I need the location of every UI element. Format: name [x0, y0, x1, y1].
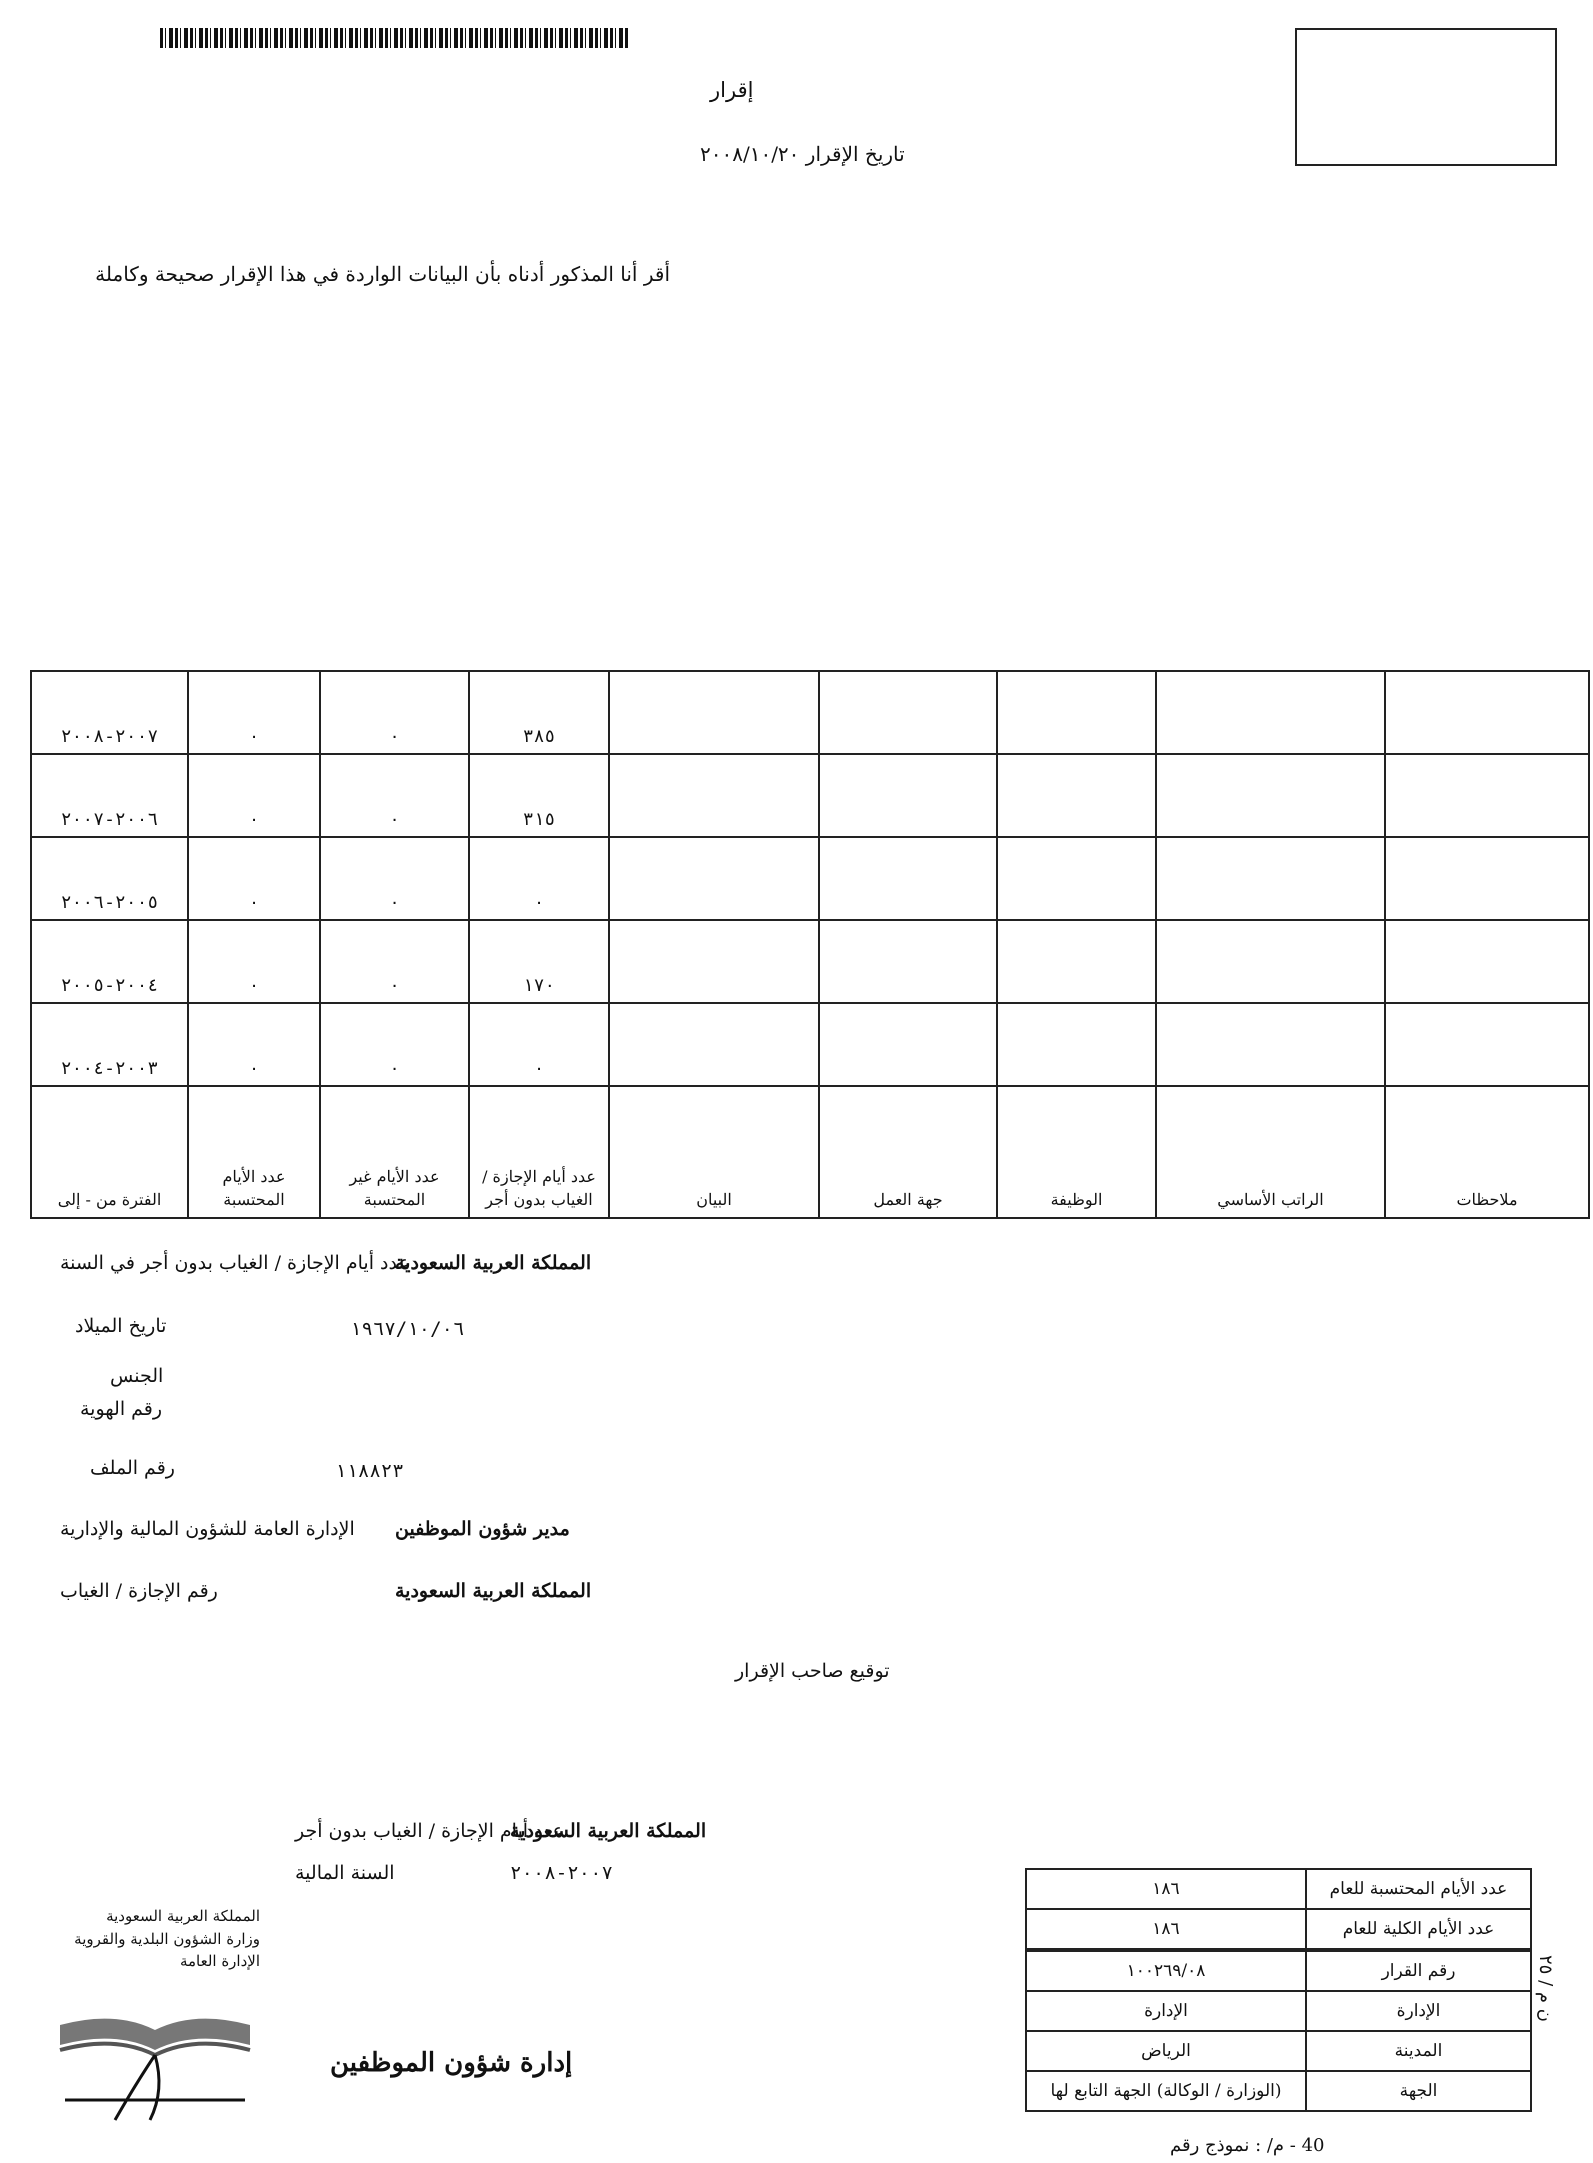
summary-value: (الوزارة / الوكالة) الجهة التابع لها	[1026, 2071, 1306, 2111]
summary-value: الرياض	[1026, 2031, 1306, 2071]
table-cell: ٠	[320, 837, 469, 920]
summary-value: ١٠٠٢٦٩/٠٨	[1026, 1950, 1306, 1991]
info-line4-value: ١١٨٨٢٣	[335, 1460, 404, 1482]
table-cell	[1385, 837, 1589, 920]
signature-note: توقيع صاحب الإقرار	[735, 1660, 890, 1682]
info-line3b: رقم الهوية	[80, 1398, 163, 1420]
table-row	[31, 1003, 1589, 1086]
footer-line1-value: عدد أيام الإجازة / الغياب بدون أجر	[295, 1820, 564, 1842]
column-header: جهة العمل	[819, 1086, 997, 1218]
table-cell	[997, 920, 1156, 1003]
summary-label: عدد الأيام المحتسبة للعام	[1306, 1869, 1531, 1909]
table-cell: ٠	[188, 754, 320, 837]
table-header-row	[31, 1086, 1589, 1218]
table-cell	[609, 837, 819, 920]
intro-text: أقر أنا المذكور أدناه بأن البيانات الواردة في هذا الإقرار صحيحة وكاملة	[95, 262, 670, 286]
table-cell	[1385, 671, 1589, 754]
summary-row	[1026, 1869, 1531, 1909]
table-cell	[1156, 1003, 1385, 1086]
column-header: الراتب الأساسي	[1156, 1086, 1385, 1218]
summary-row	[1026, 1950, 1531, 1991]
table-cell	[1385, 920, 1589, 1003]
info-line3a: الجنس	[110, 1365, 164, 1387]
column-header: عدد أيام الإجازة / الغياب بدون أجر	[469, 1086, 609, 1218]
table-cell: ٣٨٥	[469, 671, 609, 754]
logo-line3: الإدارة العامة	[179, 1952, 260, 1970]
footer-line1-label: المملكة العربية السعودية	[510, 1820, 707, 1842]
table-cell	[997, 1003, 1156, 1086]
table-cell	[609, 1003, 819, 1086]
info-line4-label: رقم الملف	[90, 1457, 175, 1479]
table-cell: ٠	[188, 920, 320, 1003]
table-cell	[819, 1003, 997, 1086]
table-cell	[609, 920, 819, 1003]
info-line6-label: رقم الإجازة / الغياب	[60, 1580, 218, 1602]
form-code: 40 - م/ : نموذج رقم	[1170, 2135, 1325, 2156]
summary-table	[1025, 1868, 1532, 2112]
table-cell	[819, 671, 997, 754]
summary-row	[1026, 1909, 1531, 1950]
table-cell: ٣١٥	[469, 754, 609, 837]
info-line2-label: تاريخ الميلاد	[75, 1315, 167, 1337]
info-line6-value: المملكة العربية السعودية	[395, 1580, 592, 1602]
info-line1-value: المملكة العربية السعودية	[395, 1252, 592, 1274]
column-header: الفترة من - إلى	[31, 1086, 188, 1218]
summary-label: المدينة	[1306, 2031, 1531, 2071]
logo-text	[60, 1905, 260, 1973]
summary-label: الجهة	[1306, 2071, 1531, 2111]
table-cell: ٠	[320, 754, 469, 837]
document-date: تاريخ الإقرار ٢٠٠٨/١٠/٢٠	[700, 142, 905, 166]
table-cell	[1385, 754, 1589, 837]
table-cell: ٠	[188, 837, 320, 920]
table-cell	[1156, 754, 1385, 837]
table-cell	[1156, 837, 1385, 920]
column-header: عدد الأيام غير المحتسبة	[320, 1086, 469, 1218]
summary-label: عدد الأيام الكلية للعام	[1306, 1909, 1531, 1950]
table-cell	[997, 837, 1156, 920]
table-cell	[1156, 671, 1385, 754]
logo-line1: المملكة العربية السعودية	[106, 1907, 260, 1925]
table-row	[31, 837, 1589, 920]
summary-value: ١٨٦	[1026, 1869, 1306, 1909]
signature-name: إدارة شؤون الموظفين	[330, 2048, 573, 2078]
footer-line2-value: ٢٠٠٧-٢٠٠٨	[510, 1862, 613, 1884]
info-line5-value: مدير شؤون الموظفين	[395, 1518, 570, 1540]
photo-box	[1295, 28, 1557, 166]
info-line2-value: ١٩٦٧/١٠/٠٦	[350, 1318, 465, 1340]
table-cell	[997, 671, 1156, 754]
table-cell: ٢٠٠٣-٢٠٠٤	[31, 1003, 188, 1086]
table-cell: ١٧٠	[469, 920, 609, 1003]
summary-row	[1026, 1991, 1531, 2031]
leave-table	[30, 670, 1590, 1219]
logo-line2: وزارة الشؤون البلدية والقروية	[74, 1929, 260, 1948]
info-line5-label: الإدارة العامة للشؤون المالية والإدارية	[60, 1518, 355, 1540]
table-cell: ٢٠٠٦-٢٠٠٧	[31, 754, 188, 837]
table-cell: ٢٠٠٤-٢٠٠٥	[31, 920, 188, 1003]
table-cell: ٠	[320, 671, 469, 754]
table-cell	[819, 837, 997, 920]
side-code: ن م / ٢٥	[1535, 1955, 1556, 2022]
barcode	[160, 28, 630, 48]
summary-label: رقم القرار	[1306, 1950, 1531, 1991]
table-row	[31, 754, 1589, 837]
column-header: ملاحظات	[1385, 1086, 1589, 1218]
column-header: البيان	[609, 1086, 819, 1218]
summary-label: الإدارة	[1306, 1991, 1531, 2031]
table-row	[31, 671, 1589, 754]
column-header: الوظيفة	[997, 1086, 1156, 1218]
table-cell	[609, 671, 819, 754]
summary-value: الإدارة	[1026, 1991, 1306, 2031]
summary-value: ١٨٦	[1026, 1909, 1306, 1950]
footer-line2-label: السنة المالية	[295, 1862, 395, 1884]
table-cell: ٠	[188, 1003, 320, 1086]
table-cell: ٠	[320, 1003, 469, 1086]
ministry-logo-icon	[55, 2005, 255, 2125]
table-cell	[819, 754, 997, 837]
table-cell	[997, 754, 1156, 837]
table-cell	[819, 920, 997, 1003]
summary-row	[1026, 2031, 1531, 2071]
document-title: إقرار	[710, 78, 754, 102]
table-row	[31, 920, 1589, 1003]
table-cell: ٠	[188, 671, 320, 754]
summary-row	[1026, 2071, 1531, 2111]
table-cell	[1385, 1003, 1589, 1086]
column-header: عدد الأيام المحتسبة	[188, 1086, 320, 1218]
table-cell: ٠	[469, 837, 609, 920]
table-cell	[609, 754, 819, 837]
info-line1-label: عدد أيام الإجازة / الغياب بدون أجر في السنة	[60, 1252, 410, 1274]
table-cell: ٢٠٠٥-٢٠٠٦	[31, 837, 188, 920]
table-cell: ٠	[320, 920, 469, 1003]
table-cell: ٠	[469, 1003, 609, 1086]
table-cell	[1156, 920, 1385, 1003]
table-cell: ٢٠٠٧-٢٠٠٨	[31, 671, 188, 754]
